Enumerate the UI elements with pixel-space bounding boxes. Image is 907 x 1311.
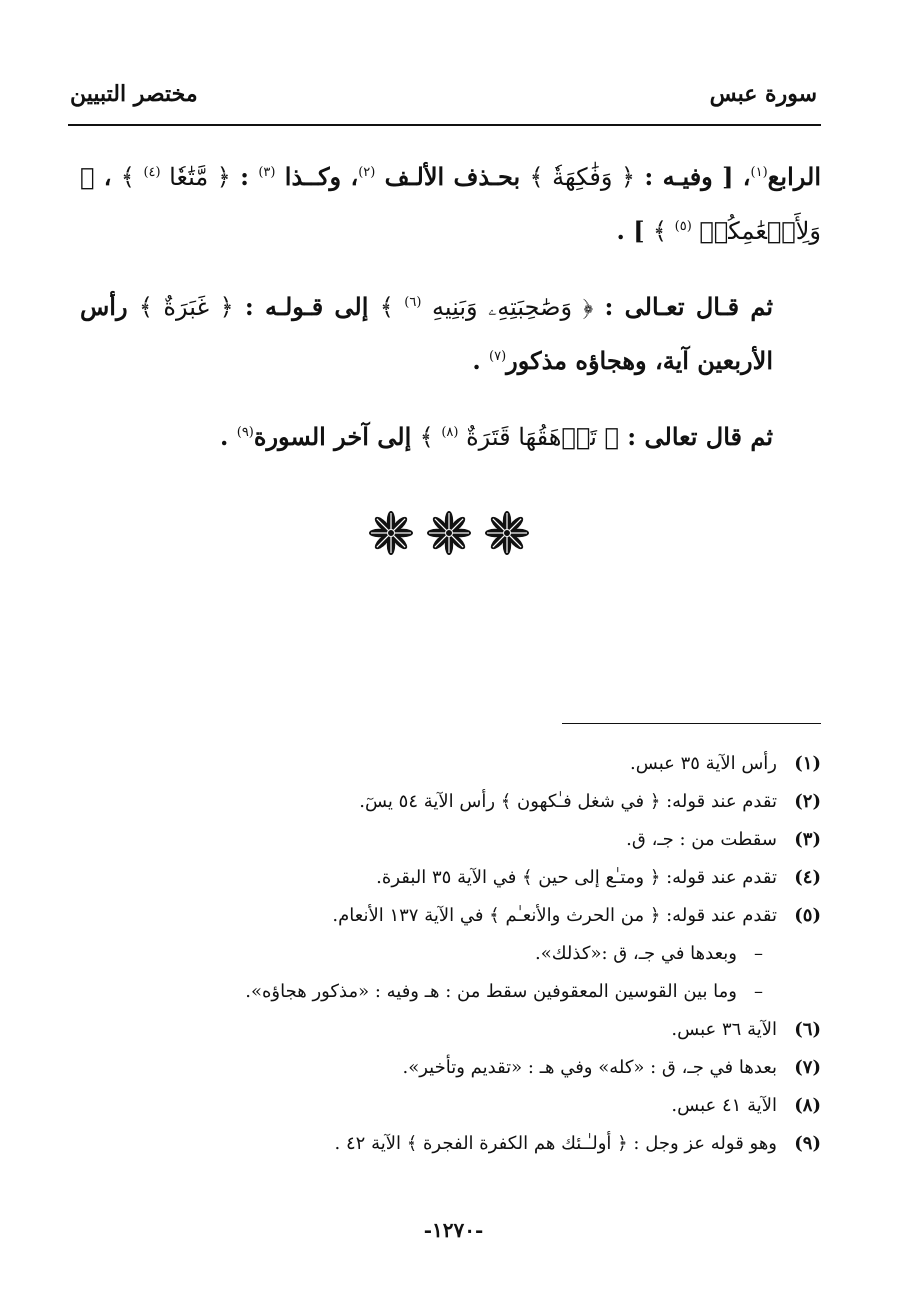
paragraph-1	[80, 150, 821, 258]
quote-bracket: ﴾	[120, 163, 144, 191]
footnote-text: وبعدها في جـ، ق :«كذلك».	[535, 943, 737, 964]
text: :	[230, 162, 259, 191]
quote-bracket: ﴾	[419, 423, 442, 451]
footnote-ref: (٥)	[674, 219, 692, 234]
footnote-ref: (١)	[750, 165, 768, 180]
footnote-text: سقطت من : جـ، ق.	[626, 829, 777, 850]
footnote-ref: (٣)	[258, 165, 276, 180]
flower-ornament-icon	[366, 510, 532, 556]
text: ، [ وفيـه :	[635, 162, 751, 191]
text: ثم قال تعالى :	[618, 422, 773, 451]
footnote-text: الآية ٣٦ عبس.	[671, 1019, 777, 1040]
footnote-item	[181, 1125, 821, 1163]
footnote-number: (١)	[794, 753, 821, 774]
footnote-item	[181, 745, 821, 783]
quran-quote: ﴿ تَرۡهَقُهَا قَتَرَةٌ	[458, 423, 619, 451]
surah-title: سورة عبس	[709, 81, 817, 107]
footnote-text: تقدم عند قوله: ﴿ من الحرث والأنعـٰم ﴾ في الآية ١٣٧ الأنعام.	[332, 905, 777, 926]
footnote-text: رأس الآية ٣٥ عبس.	[630, 753, 777, 774]
footnote-item	[181, 1049, 821, 1087]
footnote-text: تقدم عند قوله: ﴿ في شغل فـٰكهون ﴾ رأس الآية ٥٤ يسٓ.	[359, 791, 777, 812]
footnote-dash: –	[754, 981, 763, 1002]
footnote-text: تقدم عند قوله: ﴿ ومتـٰع إلى حين ﴾ في الآية ٣٥ البقرة.	[376, 867, 777, 888]
text: إلى آخر السورة	[253, 422, 420, 451]
footnote-ref: (٨)	[441, 425, 459, 440]
text: .	[472, 346, 490, 375]
quote-bracket: ﴾	[652, 217, 675, 245]
footnote-ref: (٩)	[236, 425, 254, 440]
quran-quote: ﴿ وَصَٰحِبَتِهِۦ وَبَنِيهِ	[421, 293, 594, 321]
text: بحـذف الألـف	[375, 162, 530, 191]
footnote-rule	[562, 723, 821, 724]
footnote-number: (٨)	[794, 1095, 821, 1116]
footnote-item	[181, 973, 821, 1011]
footnote-number: (٩)	[794, 1133, 821, 1154]
footnote-ref: (٤)	[143, 165, 161, 180]
footnote-number: (٤)	[794, 867, 821, 888]
text: رأس الأربعين آية، وهجاؤه مذكور	[80, 292, 773, 375]
main-text	[80, 150, 821, 486]
footnote-number: (٢)	[794, 791, 821, 812]
footnote-item	[181, 1087, 821, 1125]
text: ،	[94, 162, 121, 191]
paragraph-3	[80, 410, 821, 464]
footnote-text: وهو قوله عز وجل : ﴿ أولـٰـئك هم الكفرة الفجرة ﴾ الآية ٤٢ .	[334, 1133, 777, 1154]
footnote-ref: (٢)	[358, 165, 376, 180]
quran-quote: ﴿ وَلِأَنۡعَٰمِكُمۡ	[80, 163, 821, 245]
footnotes-list	[181, 745, 821, 1163]
paragraph-2	[80, 280, 821, 388]
text: ] .	[616, 216, 653, 245]
footnote-item	[181, 783, 821, 821]
text: الرابع	[767, 162, 821, 191]
footnote-item	[181, 859, 821, 897]
text: ثم قـال تعـالى :	[593, 292, 773, 321]
section-divider-ornament	[366, 510, 532, 556]
footnote-dash: –	[754, 943, 763, 964]
footnote-ref: (٧)	[489, 349, 507, 364]
text: إلى قـولـه :	[233, 292, 380, 321]
footnote-item	[181, 821, 821, 859]
footnote-item	[181, 935, 821, 973]
text: .	[220, 422, 237, 451]
quran-quote: ﴿ وَفَٰكِهَةٗ ﴾	[529, 163, 636, 191]
footnote-ref: (٦)	[404, 295, 422, 310]
page-number: -١٢٧٠-	[423, 1218, 484, 1242]
footnote-text: الآية ٤١ عبس.	[671, 1095, 777, 1116]
text: ، وكــذا	[275, 162, 359, 191]
footnote-text: بعدها في جـ، ق : «كله» وفي هـ : «تقديم وتأخير».	[402, 1057, 777, 1078]
footnote-text: وما بين القوسين المعقوفين سقط من : هـ وفيه : «مذكور هجاؤه».	[245, 981, 737, 1002]
quran-quote: ﴿ غَبَرَةٌ ﴾	[138, 293, 234, 321]
footnote-number: (٥)	[794, 905, 821, 926]
footnote-number: (٦)	[794, 1019, 821, 1040]
footnote-number: (٣)	[794, 829, 821, 850]
footnote-number: (٧)	[794, 1057, 821, 1078]
quran-quote: ﴿ مَّتَٰعٗا	[160, 163, 231, 191]
header-rule	[68, 124, 821, 126]
book-title: مختصر التبيين	[70, 81, 198, 107]
footnote-item	[181, 1011, 821, 1049]
quote-bracket: ﴾	[379, 293, 405, 321]
footnote-item	[181, 897, 821, 935]
